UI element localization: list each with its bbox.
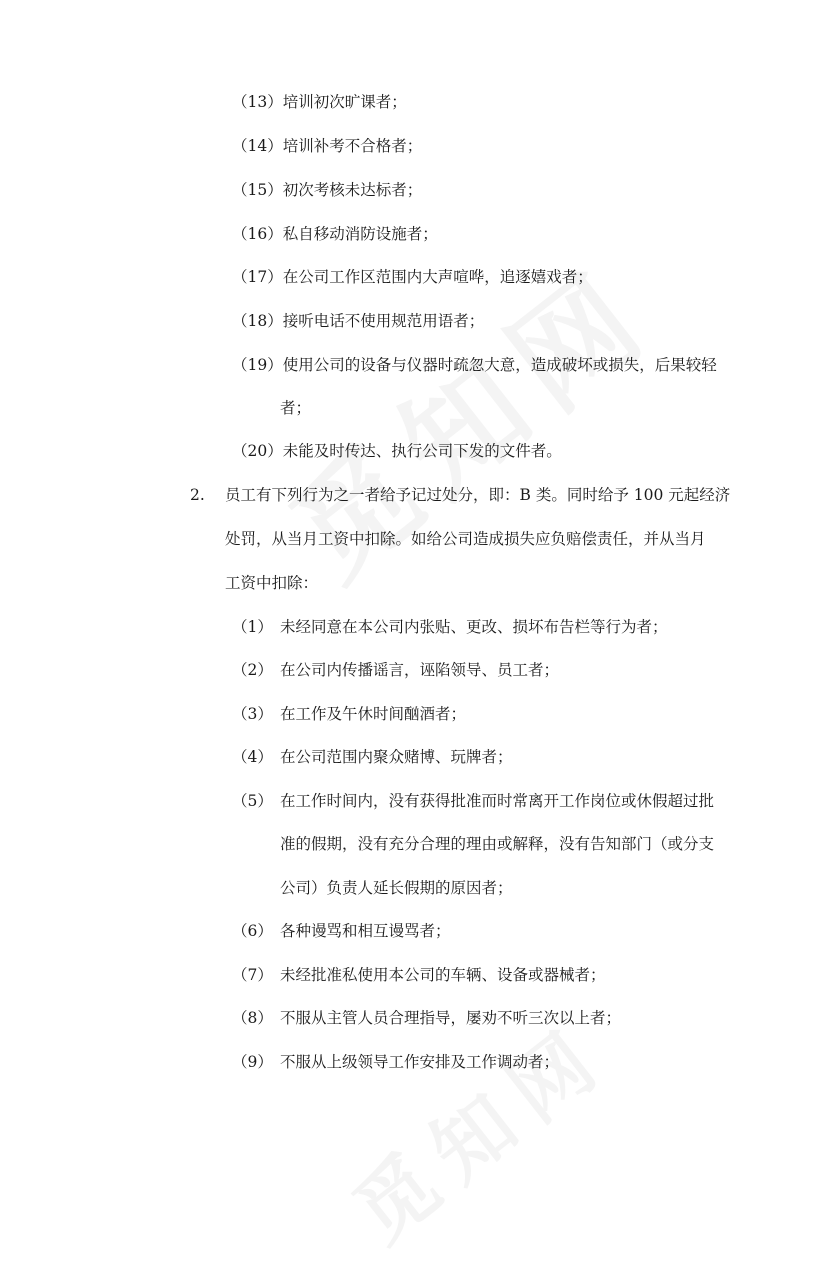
item-number: （16） [232, 225, 283, 243]
list-item [232, 224, 438, 244]
item-text: 未经同意在本公司内张贴、更改、损坏布告栏等行为者； [280, 618, 668, 636]
item-text: 培训补考不合格者； [282, 137, 423, 155]
list-item [232, 136, 422, 156]
list-item-continuation: 准的假期，没有充分合理的理由或解释，没有告知部门（或分支 [280, 835, 715, 853]
item-text: 各种谩骂和相互谩骂者； [280, 922, 451, 940]
list-item [232, 180, 422, 200]
item-number: （6） [232, 922, 273, 940]
list-item [232, 441, 562, 461]
item-number: （15） [232, 181, 283, 199]
item-text: 在公司范围内聚众赌博、玩牌者； [280, 748, 513, 766]
item-number: （14） [232, 137, 283, 155]
item-text: 初次考核未达标者； [282, 181, 423, 199]
section-paragraph-line: 处罚，从当月工资中扣除。如给公司造成损失应负赔偿责任，并从当月 [225, 530, 706, 548]
section-number: 2. [190, 486, 205, 504]
item-number: （7） [232, 966, 273, 984]
item-number: （17） [232, 268, 283, 286]
list-item [232, 921, 451, 941]
list-item [232, 1008, 621, 1028]
list-item [232, 267, 593, 287]
item-number: （4） [232, 748, 273, 766]
item-text: 不服从上级领导工作安排及工作调动者； [280, 1053, 560, 1071]
item-number: （5） [232, 792, 273, 810]
item-text: 不服从主管人员合理指导，屡劝不听三次以上者； [280, 1009, 622, 1027]
list-item [232, 617, 668, 637]
item-number: （2） [232, 661, 273, 679]
item-number: （8） [232, 1009, 273, 1027]
list-item [232, 311, 484, 331]
section-paragraph-line: 工资中扣除： [225, 574, 319, 592]
item-text: 未经批准私使用本公司的车辆、设备或器械者； [280, 966, 606, 984]
item-number: （20） [232, 442, 283, 460]
item-number: （3） [232, 705, 273, 723]
list-item-continuation: 公司）负责人延长假期的原因者； [280, 879, 513, 897]
section-paragraph-line: 员工有下列行为之一者给予记过处分，即：B 类。同时给予 100 元起经济 [225, 486, 731, 504]
list-item [232, 704, 466, 724]
item-text: 在公司工作区范围内大声喧哗，追逐嬉戏者； [282, 268, 593, 286]
list-item [232, 1052, 559, 1072]
list-item-continuation: 者； [280, 399, 312, 417]
list-item [232, 747, 513, 767]
item-text: 使用公司的设备与仪器时疏忽大意，造成破坏或损失，后果较轻 [282, 356, 717, 374]
watermark [326, 992, 628, 1263]
item-number: （18） [232, 312, 283, 330]
list-item [232, 965, 606, 985]
item-number: （1） [232, 618, 273, 636]
item-text: 在工作及午休时间酗酒者； [280, 705, 467, 723]
list-item [232, 92, 407, 112]
list-item [232, 355, 717, 375]
item-text: 在公司内传播谣言，诬陷领导、员工者； [280, 661, 560, 679]
item-text: 未能及时传达、执行公司下发的文件者。 [282, 442, 562, 460]
item-text: 在工作时间内，没有获得批准而时常离开工作岗位或休假超过批 [280, 792, 715, 810]
list-item [232, 791, 714, 811]
item-text: 培训初次旷课者； [282, 93, 407, 111]
item-number: （13） [232, 93, 283, 111]
item-number: （9） [232, 1053, 273, 1071]
item-number: （19） [232, 356, 283, 374]
list-item [232, 660, 559, 680]
item-text: 接听电话不使用规范用语者； [282, 312, 485, 330]
item-text: 私自移动消防设施者； [282, 225, 438, 243]
